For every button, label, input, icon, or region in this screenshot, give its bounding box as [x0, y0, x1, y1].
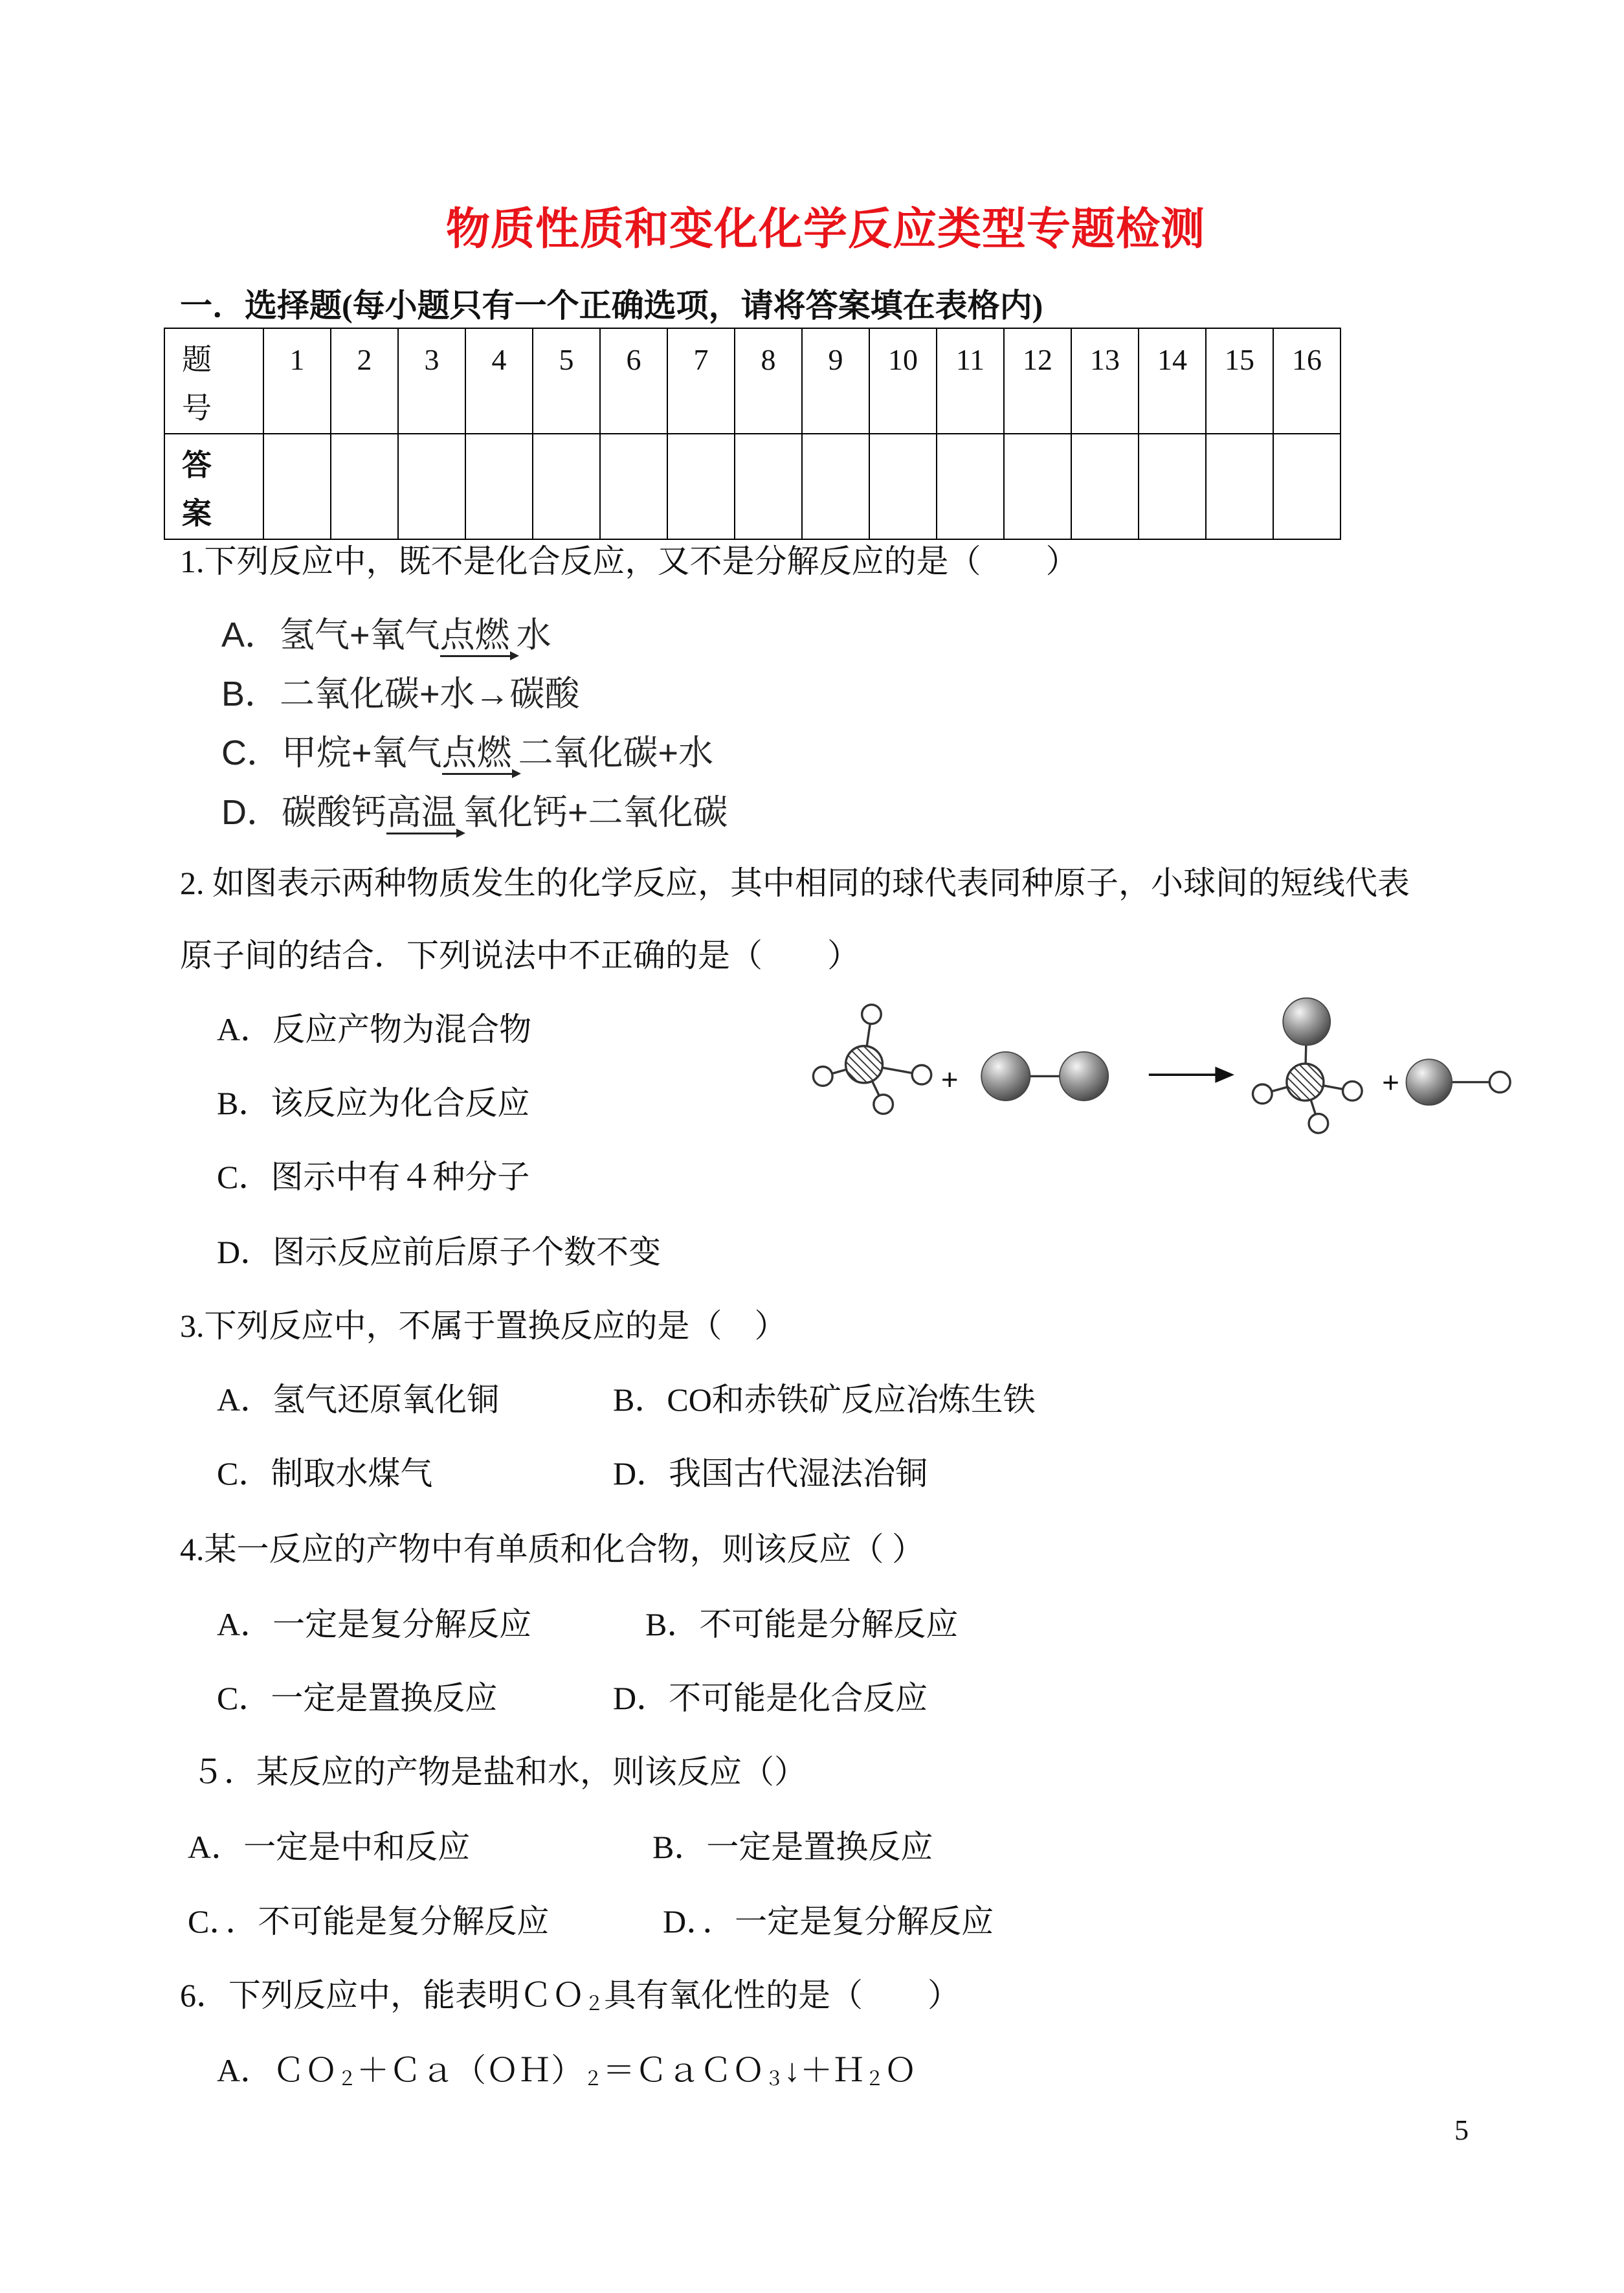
stem-text: 6．下列反应中，能表明ＣＯ — [180, 1977, 584, 2013]
reaction-condition — [440, 612, 517, 658]
question-number-cell: 15 — [1206, 328, 1273, 434]
answer-cell — [533, 434, 600, 539]
question-number-cell: 2 — [331, 328, 398, 434]
question-2-option-a: A．反应产物为混合物 — [217, 1011, 532, 1047]
answer-cell — [667, 434, 735, 539]
answer-label: 答案 — [182, 449, 212, 530]
answer-cell — [263, 434, 331, 539]
question-number-cell: 1 — [263, 328, 331, 434]
small-atom — [813, 1067, 832, 1086]
question-number-cell: 12 — [1004, 328, 1071, 434]
answer-cell — [1071, 434, 1139, 539]
stem-text: 具有氧化性的是（ ） — [604, 1977, 960, 2013]
reaction-condition-label: 高温 — [386, 793, 456, 832]
subscript: ２ — [337, 2068, 357, 2090]
answer-cell — [600, 434, 667, 539]
formula-text: ＝ＣａＣＯ — [603, 2052, 765, 2088]
small-atom — [1343, 1081, 1363, 1101]
molecule-reaction-diagram — [797, 989, 1528, 1143]
large-atom — [1407, 1059, 1452, 1105]
reaction-condition-label: 点燃 — [441, 733, 512, 772]
answer-cell — [802, 434, 869, 539]
question-3-option-c: C．制取水煤气 — [217, 1455, 433, 1492]
question-3-stem: 3.下列反应中，不属于置换反应的是（ ） — [180, 1308, 787, 1344]
small-atom — [1309, 1114, 1328, 1134]
small-atom — [862, 1005, 882, 1024]
answer-cell — [869, 434, 937, 539]
product-molecule-2 — [1407, 1059, 1511, 1105]
large-atom — [981, 1052, 1030, 1101]
reactant-molecule-2 — [981, 1052, 1108, 1101]
equation-products: 水 — [516, 616, 551, 654]
formula-text: ＋Ｃａ（ＯＨ） — [357, 2052, 584, 2088]
equation-products: 二氧化碳+水 — [518, 733, 714, 772]
subscript: ２ — [584, 1993, 604, 2015]
question-number-cell: 3 — [398, 328, 465, 434]
small-atom — [874, 1095, 893, 1114]
reaction-condition-label: 点燃 — [439, 616, 510, 654]
question-number-cell: 16 — [1273, 328, 1340, 434]
question-6-option-a — [217, 2049, 917, 2092]
reaction-arrow — [386, 833, 463, 834]
question-number-cell: 7 — [667, 328, 735, 434]
table-row-question-numbers — [164, 328, 1340, 434]
large-atom — [1283, 998, 1330, 1046]
question-5-stem: ５．某反应的产物是盐和水，则该反应（） — [192, 1754, 806, 1790]
page-title: 物质性质和变化化学反应类型专题检测 — [446, 205, 1206, 254]
question-5-option-d: D．．一定是复分解反应 — [663, 1903, 994, 1940]
question-2-option-b: B．该反应为化合反应 — [217, 1085, 530, 1121]
question-number-cell: 4 — [465, 328, 533, 434]
question-number-cell: 5 — [533, 328, 600, 434]
question-3-option-b: B．CO和赤铁矿反应冶炼生铁 — [613, 1381, 1036, 1418]
question-1-option-b: B．二氧化碳+水→碳酸 — [221, 675, 580, 713]
answer-label-cell — [164, 434, 263, 539]
question-5-option-c: C．．不可能是复分解反应 — [188, 1903, 550, 1940]
answer-cell — [937, 434, 1004, 539]
reactant-molecule-1 — [813, 1005, 931, 1114]
plus-sign: + — [940, 1062, 959, 1096]
small-atom — [1489, 1072, 1510, 1093]
answer-table — [164, 328, 1341, 540]
page-number: 5 — [1454, 2114, 1469, 2146]
answer-cell — [398, 434, 465, 539]
question-2-option-d: D．图示反应前后原子个数不变 — [217, 1234, 662, 1270]
section-heading: 一．选择题(每小题只有一个正确选项，请将答案填在表格内) — [180, 287, 1043, 324]
small-atom — [1253, 1084, 1273, 1104]
equation-reactants: A．氢气+氧气 — [221, 616, 440, 654]
reaction-arrow — [440, 655, 517, 657]
answer-cell — [1273, 434, 1340, 539]
reaction-arrow — [442, 773, 518, 775]
arrow-head — [1215, 1067, 1234, 1083]
question-2-stem-line-1: 2. 如图表示两种物质发生的化学反应，其中相同的球代表同种原子，小球间的短线代表 — [180, 865, 1410, 901]
question-5-option-b: B．一定是置换反应 — [652, 1829, 933, 1865]
subscript: ２ — [583, 2068, 603, 2090]
hatched-central-atom — [1287, 1064, 1324, 1101]
question-number-cell: 8 — [735, 328, 802, 434]
question-4-option-b: B．不可能是分解反应 — [645, 1606, 959, 1642]
question-number-cell: 13 — [1071, 328, 1139, 434]
question-3-option-d: D．我国古代湿法冶铜 — [613, 1455, 928, 1492]
question-4-option-c: C．一定是置换反应 — [217, 1680, 498, 1716]
question-number-label: 题号 — [182, 343, 212, 425]
question-2-stem-line-2: 原子间的结合．下列说法中不正确的是（ ） — [180, 937, 860, 974]
question-6-stem — [180, 1974, 960, 2017]
hatched-central-atom — [846, 1046, 883, 1083]
answer-cell — [735, 434, 802, 539]
formula-text: Ｏ — [884, 2052, 917, 2088]
question-1-option-d — [221, 789, 728, 836]
answer-cell — [1139, 434, 1206, 539]
table-row-answers — [164, 434, 1340, 539]
question-1-option-a — [221, 612, 551, 658]
question-number-cell: 10 — [869, 328, 937, 434]
question-number-cell: 11 — [937, 328, 1004, 434]
question-5-option-a: A．一定是中和反应 — [188, 1829, 471, 1865]
question-1-option-c — [221, 730, 713, 776]
reaction-condition — [386, 789, 463, 836]
question-1-stem: 1.下列反应中，既不是化合反应，又不是分解反应的是（ ） — [180, 543, 1078, 579]
question-3-option-a: A．氢气还原氧化铜 — [217, 1381, 500, 1418]
equation-reactants: C．甲烷+氧气 — [221, 733, 442, 772]
formula-text: ↓＋Ｈ — [784, 2052, 865, 2088]
product-molecule-1 — [1253, 998, 1363, 1134]
question-number-label-cell — [164, 328, 263, 434]
answer-cell — [465, 434, 533, 539]
question-4-stem: 4.某一反应的产物中有单质和化合物，则该反应（ ） — [180, 1531, 924, 1567]
question-4-option-a: A．一定是复分解反应 — [217, 1606, 532, 1642]
question-2-option-c: C．图示中有４种分子 — [217, 1159, 530, 1195]
question-number-cell: 14 — [1139, 328, 1206, 434]
formula-text: A．ＣＯ — [217, 2052, 338, 2088]
equation-reactants: D．碳酸钙 — [221, 793, 386, 832]
equation-products: 氧化钙+二氧化碳 — [463, 793, 728, 832]
large-atom — [1060, 1052, 1108, 1101]
question-number-cell: 6 — [600, 328, 667, 434]
question-4-option-d: D．不可能是化合反应 — [613, 1680, 928, 1716]
question-number-cell: 9 — [802, 328, 869, 434]
answer-cell — [1004, 434, 1071, 539]
reaction-arrow — [1149, 1067, 1234, 1083]
plus-sign: + — [1382, 1066, 1399, 1099]
reaction-condition — [442, 730, 518, 776]
subscript: ２ — [865, 2068, 885, 2090]
subscript: ３ — [764, 2068, 784, 2090]
answer-cell — [331, 434, 398, 539]
answer-cell — [1206, 434, 1273, 539]
small-atom — [912, 1065, 931, 1084]
